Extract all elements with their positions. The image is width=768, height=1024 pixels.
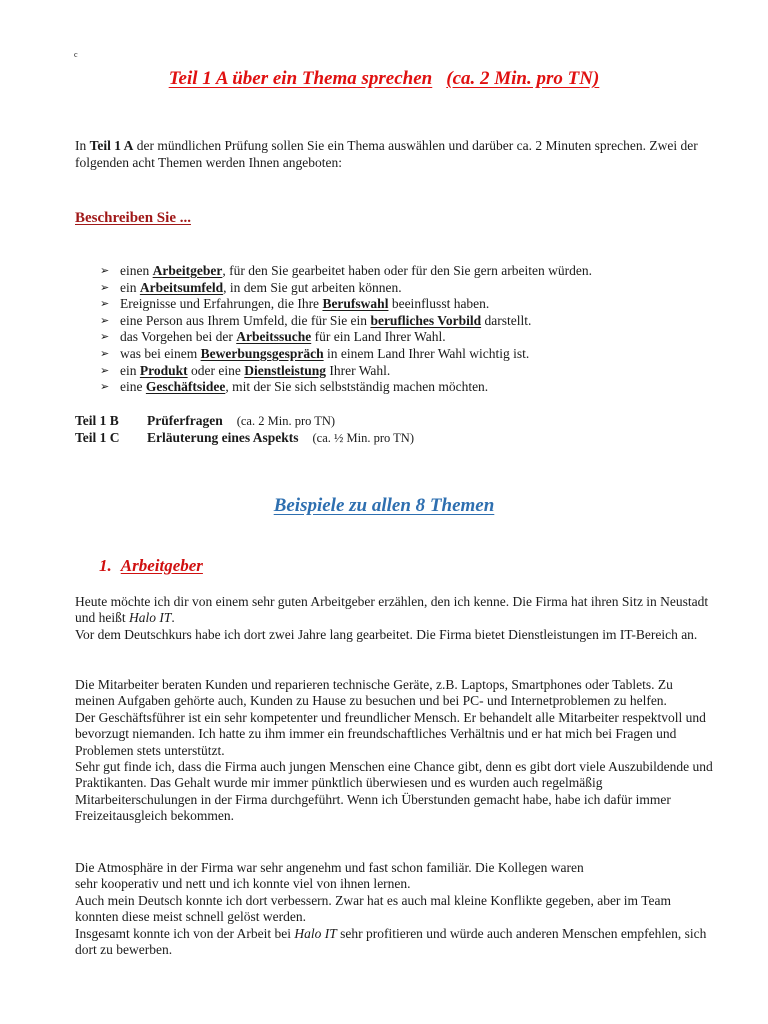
theme-keyword: Berufswahl	[322, 296, 389, 312]
main-title	[0, 68, 768, 90]
describe-heading: Beschreiben Sie ...	[75, 210, 191, 226]
paragraph-text: .	[171, 610, 175, 626]
theme-keyword: Arbeitgeber	[152, 263, 223, 278]
paragraph-intro	[75, 594, 715, 643]
theme-text: , in dem Sie gut arbeiten können.	[223, 279, 402, 295]
teil-1c-row	[75, 430, 414, 446]
paragraph-text: Die Mitarbeiter beraten Kunden und reparieren technische Geräte, z.B. Laptops, Smartphones oder Tablets. Zu meinen Aufgaben gehörte auch, Kunden zu Hause zu besuchen und bei PC- und Internetproblemen zu helfen.	[75, 677, 673, 709]
arrow-bullet-icon: ➢	[100, 297, 110, 311]
main-title-duration: (ca. 2 Min. pro TN)	[446, 68, 600, 89]
theme-text: ein	[120, 279, 140, 295]
paragraph-body	[75, 677, 715, 825]
theme-keyword: Geschäftsidee	[145, 379, 226, 395]
theme-text: einen	[120, 263, 153, 278]
theme-item	[100, 363, 592, 380]
paragraph-text: Die Atmosphäre in der Firma war sehr angenehm und fast schon familiär. Die Kollegen waren	[75, 860, 584, 875]
examples-heading: Beispiele zu allen 8 Themen	[273, 495, 495, 516]
section-1-heading	[99, 556, 203, 576]
paragraph-text: Vor dem Deutschkurs habe ich dort zwei Jahre lang gearbeitet. Die Firma bietet Dienstleistungen im IT-Bereich an.	[75, 626, 698, 642]
paragraph-text: Heute möchte ich dir von einem sehr guten Arbeitgeber erzählen, den ich kenne. Die Firma hat ihren Sitz in Neustadt und heißt	[75, 594, 709, 626]
intro-paragraph	[75, 137, 715, 171]
arrow-bullet-icon: ➢	[100, 346, 110, 360]
paragraph-text: sehr profitieren und würde auch anderen Menschen empfehlen, sich dort zu bewerben.	[75, 925, 707, 958]
theme-keyword: Dienstleistung	[244, 362, 327, 378]
teil-1b-duration: (ca. 2 Min. pro TN)	[236, 414, 336, 428]
teil-1b-row	[75, 413, 335, 429]
teil-1c-label: Teil 1 C	[75, 430, 120, 445]
theme-keyword: Bewerbungsgespräch	[200, 345, 324, 361]
page-marker: c	[74, 50, 78, 59]
paragraph-text: Auch mein Deutsch konnte ich dort verbessern. Zwar hat es auch mal kleine Konflikte gegeben, aber im Team konnten diese meist schnell gelöst werden.	[75, 892, 671, 925]
teil-1c-duration: (ca. ½ Min. pro TN)	[312, 431, 414, 445]
theme-text: Ereignisse und Erfahrungen, die Ihre	[120, 296, 323, 312]
theme-keyword: Produkt	[139, 362, 188, 378]
paragraph-text: sehr kooperativ und nett und ich konnte viel von ihnen lernen.	[75, 876, 411, 892]
theme-item	[100, 379, 592, 396]
paragraph-text: Insgesamt konnte ich von der Arbeit bei	[75, 925, 295, 941]
arrow-bullet-icon: ➢	[100, 330, 110, 344]
intro-teil-ref: Teil 1 A	[89, 138, 134, 153]
section-number: 1.	[99, 556, 112, 575]
theme-text: was bei einem	[120, 345, 201, 361]
theme-item	[100, 313, 592, 330]
teil-1b-name: Prüferfragen	[147, 413, 223, 428]
theme-keyword: berufliches Vorbild	[370, 312, 482, 328]
theme-keyword: Arbeitsumfeld	[139, 279, 224, 295]
theme-text: Ihrer Wahl.	[326, 362, 391, 378]
intro-text: der mündlichen Prüfung sollen Sie ein Thema auswählen und darüber ca. 2 Minuten sprechen. Zwei der folgenden acht Themen werden Ihnen angeboten:	[75, 138, 698, 170]
theme-keyword: Arbeitssuche	[236, 329, 312, 345]
theme-text: für ein Land Ihrer Wahl.	[311, 329, 446, 345]
teil-1c-name: Erläuterung eines Aspekts	[147, 430, 299, 445]
main-title-text: Teil 1 A über ein Thema sprechen	[168, 68, 433, 89]
theme-item	[100, 329, 592, 346]
arrow-bullet-icon: ➢	[100, 280, 110, 294]
theme-text: ein	[120, 362, 140, 378]
arrow-bullet-icon: ➢	[100, 313, 110, 327]
paragraph-text: Sehr gut finde ich, dass die Firma auch jungen Menschen eine Chance gibt, denn es gibt dort viele Auszubildende und Praktikanten. Das Gehalt wurde mir immer pünktlich überwiesen und es wurden auch regelmäßig Mitarbeiterschulungen in der Firma durchgeführt. Wenn ich Überstunden gemacht habe, habe ich dafür immer Freizeitausgleich bekommen.	[75, 759, 713, 824]
theme-text: beeinflusst haben.	[388, 296, 490, 312]
theme-text: eine Person aus Ihrem Umfeld, die für Sie ein	[120, 312, 371, 328]
theme-item	[100, 280, 592, 297]
paragraph-text: Der Geschäftsführer ist ein sehr kompetenter und freundlicher Mensch. Er behandelt alle Mitarbeiter respektvoll und bevorzugt niemanden. Ich hatte zu ihm immer ein freundschaftliches Verhältnis und er hat mich bei Fragen und Problemen stets unterstützt.	[75, 709, 706, 758]
theme-text: , mit der Sie sich selbstständig machen möchten.	[225, 379, 489, 395]
theme-text: in einem Land Ihrer Wahl wichtig ist.	[323, 345, 530, 361]
company-name: Halo IT	[294, 925, 337, 941]
arrow-bullet-icon: ➢	[100, 363, 110, 377]
intro-lead: In	[75, 138, 90, 153]
theme-item	[100, 263, 592, 280]
theme-item	[100, 296, 592, 313]
theme-item	[100, 346, 592, 363]
section-title: Arbeitgeber	[120, 556, 203, 575]
theme-text: eine	[120, 379, 146, 395]
arrow-bullet-icon: ➢	[100, 380, 110, 394]
theme-list	[100, 263, 592, 396]
arrow-bullet-icon: ➢	[100, 264, 110, 277]
company-name: Halo IT	[129, 610, 172, 626]
theme-text: , für den Sie gearbeitet haben oder für den Sie gern arbeiten würden.	[222, 263, 592, 278]
theme-text: oder eine	[187, 362, 245, 378]
paragraph-conclusion	[75, 860, 715, 958]
theme-text: darstellt.	[481, 312, 532, 328]
theme-text: das Vorgehen bei der	[120, 329, 237, 345]
teil-1b-label: Teil 1 B	[75, 413, 119, 428]
